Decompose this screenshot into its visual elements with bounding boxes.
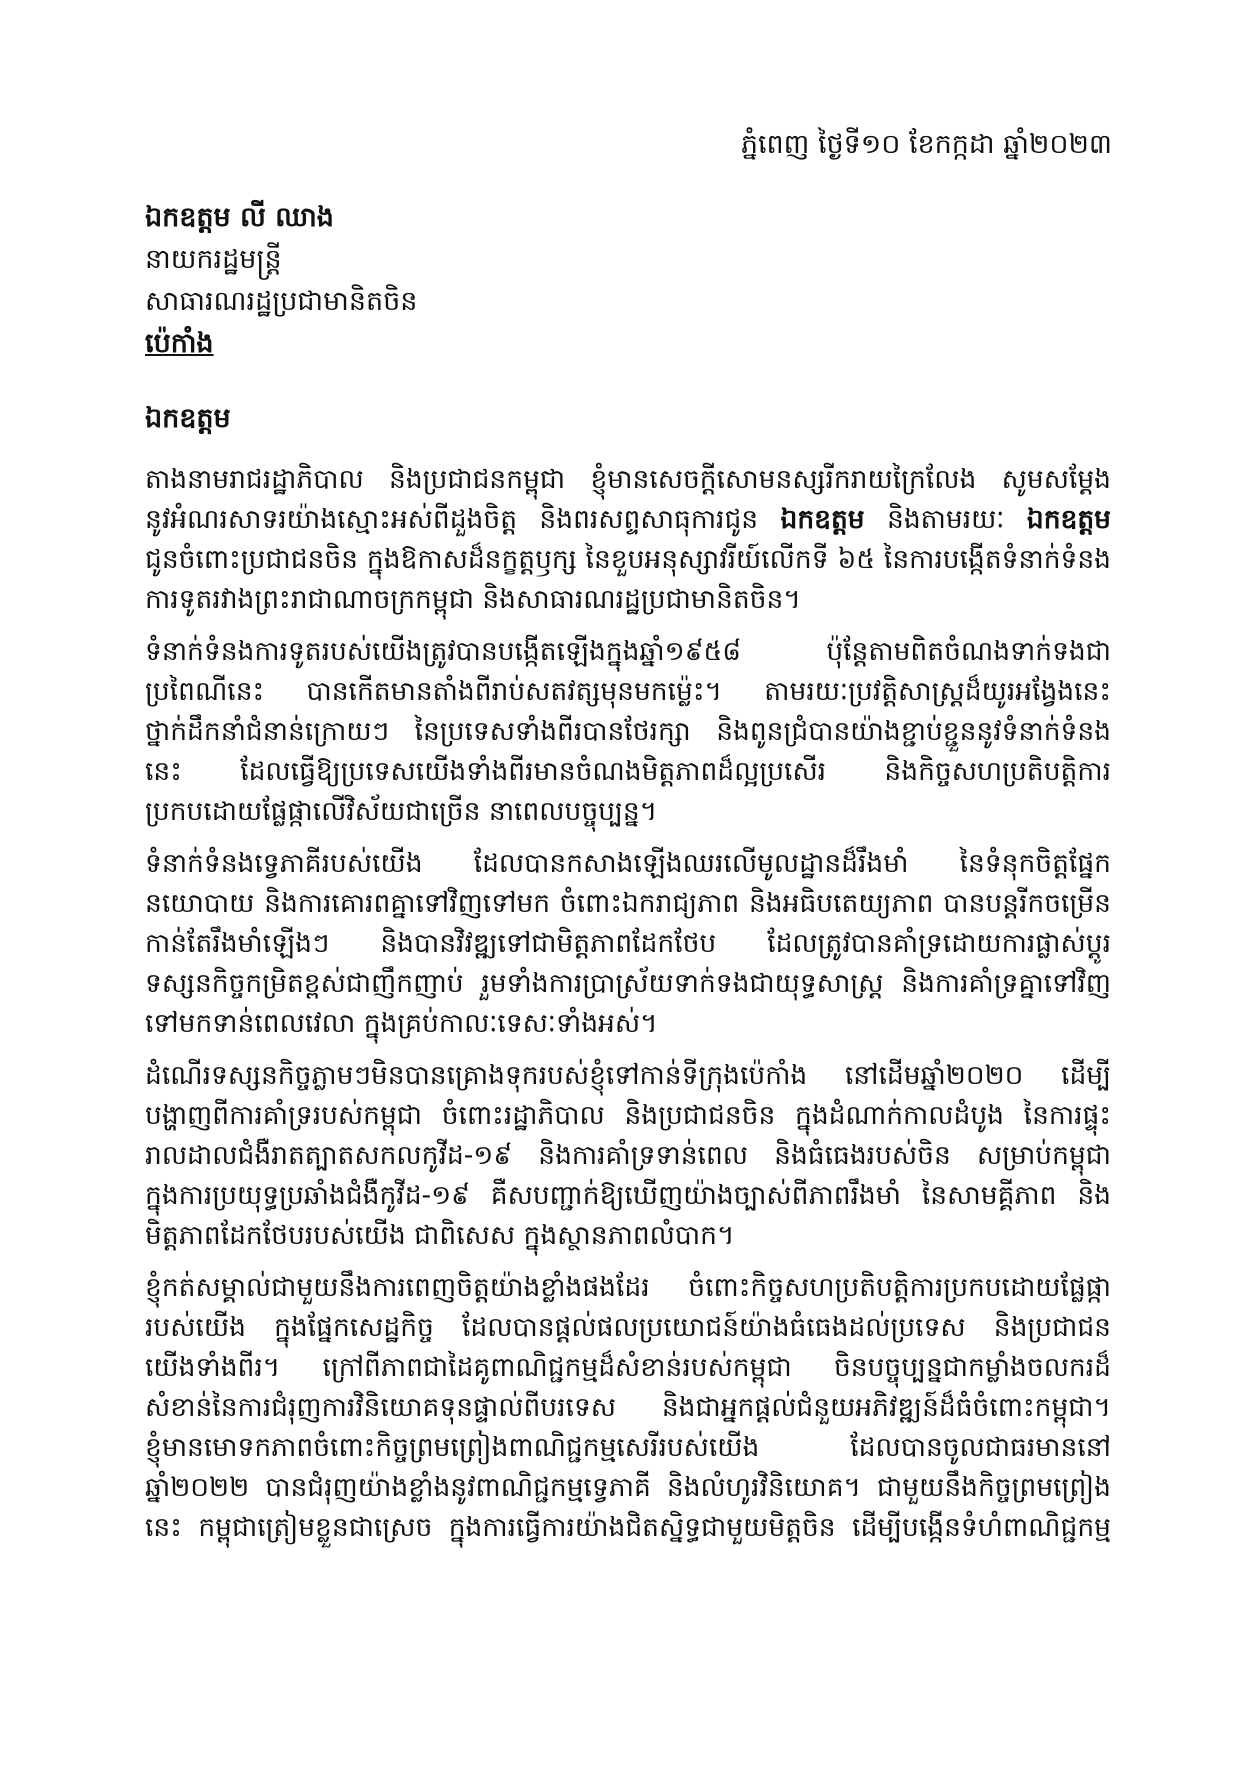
body-text: និងតាមរយៈ bbox=[864, 504, 1027, 535]
letter-body bbox=[145, 460, 1111, 1560]
body-line: យើងទាំងពីរ។ ក្រៅពីភាពជាដៃគូពាណិជ្ជកម្មដ៏សំខាន់របស់កម្ពុជា ចិនបច្ចុប្បន្នជាកម្លាំងចលករដ៏ bbox=[145, 1352, 1111, 1383]
body-line: ខ្ញុំកត់សម្គាល់ជាមួយនឹងការពេញចិត្តយ៉ាងខ្លាំងផងដែរ ចំពោះកិច្ចសហប្រតិបត្តិការប្រកបដោយផ្លែផ្កា bbox=[145, 1272, 1111, 1303]
body-line: ទស្សនកិច្ចកម្រិតខ្ពស់ជាញឹកញាប់ រួមទាំងការប្រាស្រ័យទាក់ទងជាយុទ្ធសាស្ត្រ និងការគាំទ្រគ្នាទៅវិញ bbox=[145, 968, 1111, 999]
body-line: ប្រពៃណីនេះ បានកើតមានតាំងពីរាប់សតវត្សមុនមកម្ល៉េះ។ តាមរយៈប្រវត្តិសាស្ត្រដ៏យូរអង្វែងនេះ bbox=[145, 676, 1111, 707]
paragraph-2 bbox=[145, 632, 1111, 832]
body-line: ការទូតរវាងព្រះរាជាណាចក្រកម្ពុជា និងសាធារណរដ្ឋប្រជាមានិតចិន។ bbox=[145, 584, 801, 615]
body-line: បង្ហាញពីការគាំទ្ររបស់កម្ពុជា ចំពោះរដ្ឋាភិបាល និងប្រជាជនចិន ក្នុងដំណាក់កាលដំបូង នៃការផ្ទុះ bbox=[145, 1100, 1111, 1131]
bold-honorific: ឯកឧត្តម bbox=[780, 504, 865, 535]
recipient-country: សាធារណរដ្ឋប្រជាមានិតចិន bbox=[145, 286, 418, 317]
body-line: តាងនាមរាជរដ្ឋាភិបាល និងប្រជាជនកម្ពុជា ខ្ញុំមានសេចក្តីសោមនស្សរីករាយក្រៃលែង សូមសម្តែង bbox=[145, 464, 1111, 495]
body-line: ជូនចំពោះប្រជាជនចិន ក្នុងឱកាសដ៏នក្ខត្តឫក្ស នៃខួបអនុស្សាវរីយ៍លើកទី ៦៥ នៃការបង្កើតទំនាក់ទំនង bbox=[145, 544, 1111, 575]
recipient-city: ប៉េកាំង bbox=[145, 328, 214, 359]
paragraph-4 bbox=[145, 1056, 1111, 1256]
body-line: ទំនាក់ទំនងទ្វេភាគីរបស់យើង ដែលបានកសាងឡើងឈរលើមូលដ្ឋានដ៏រឹងមាំ នៃទំនុកចិត្តផ្នែក bbox=[145, 848, 1111, 879]
paragraph-1 bbox=[145, 460, 1111, 620]
body-line: សំខាន់នៃការជំរុញការវិនិយោគទុនផ្ទាល់ពីបរទេស និងជាអ្នកផ្តល់ជំនួយអភិវឌ្ឍន៍ដ៏ធំចំពោះកម្ពុជា។ bbox=[145, 1392, 1111, 1423]
recipient-position: នាយករដ្ឋមន្ត្រី bbox=[145, 244, 282, 275]
body-line: នយោបាយ និងការគោរពគ្នាទៅវិញទៅមក ចំពោះឯករាជ្យភាព និងអធិបតេយ្យភាព បានបន្តរីកចម្រើន bbox=[145, 888, 1111, 919]
body-line: ឆ្នាំ២០២២ បានជំរុញយ៉ាងខ្លាំងនូវពាណិជ្ជកម្មទ្វេភាគី និងលំហូរវិនិយោគ។ ជាមួយនឹងកិច្ចព្រមព្រៀង bbox=[145, 1472, 1111, 1503]
date-line: ភ្នំពេញ ថ្ងៃទី១០ ខែកក្កដា ឆ្នាំ២០២៣ bbox=[740, 129, 1112, 160]
paragraph-3 bbox=[145, 844, 1111, 1044]
body-line: រាលដាលជំងឺរាតត្បាតសកលកូវីដ-១៩ និងការគាំទ្រទាន់ពេល និងធំធេងរបស់ចិន សម្រាប់កម្ពុជា bbox=[145, 1140, 1111, 1171]
bold-honorific: ឯកឧត្តម bbox=[1026, 504, 1111, 535]
body-line: ប្រកបដោយផ្លែផ្កាលើវិស័យជាច្រើន នាពេលបច្ចុប្បន្ន។ bbox=[145, 796, 658, 827]
body-line: ថ្នាក់ដឹកនាំជំនាន់ក្រោយៗ នៃប្រទេសទាំងពីរបានថែរក្សា និងពូនជ្រំបានយ៉ាងខ្ជាប់ខ្ជួននូវទំនាក់ទំនង bbox=[145, 716, 1111, 747]
body-line: របស់យើង ក្នុងផ្នែកសេដ្ឋកិច្ច ដែលបានផ្តល់ផលប្រយោជន៍យ៉ាងធំធេងដល់ប្រទេស និងប្រជាជន bbox=[145, 1312, 1111, 1343]
body-line: ខ្ញុំមានមោទកភាពចំពោះកិច្ចព្រមព្រៀងពាណិជ្ជកម្មសេរីរបស់យើង ដែលបានចូលជាធរមាននៅ bbox=[145, 1432, 1111, 1463]
body-line: នេះ កម្ពុជាត្រៀមខ្លួនជាស្រេច ក្នុងការធ្វើការយ៉ាងជិតស្និទ្ធជាមួយមិត្តចិន ដើម្បីបង្កើនទំហំពាណិជ្ជកម្ម bbox=[145, 1512, 1111, 1543]
salutation: ឯកឧត្តម bbox=[145, 403, 231, 434]
body-text: នូវអំណរសាទរយ៉ាងស្មោះអស់ពីដួងចិត្ត និងពរសព្ទសាធុការជូន bbox=[145, 504, 781, 535]
body-line: នេះ ដែលធ្វើឱ្យប្រទេសយើងទាំងពីរមានចំណងមិត្តភាពដ៏ល្អប្រសើរ និងកិច្ចសហប្រតិបត្តិការ bbox=[145, 756, 1111, 787]
body-line: ក្នុងការប្រយុទ្ធប្រឆាំងជំងឺកូវីដ-១៩ គឺសបញ្ជាក់ឱ្យឃើញយ៉ាងច្បាស់ពីភាពរឹងមាំ នៃសាមគ្គីភាព និង bbox=[145, 1180, 1111, 1211]
body-line: ដំណើរទស្សនកិច្ចភ្លាមៗមិនបានគ្រោងទុករបស់ខ្ញុំទៅកាន់ទីក្រុងប៉េកាំង នៅដើមឆ្នាំ២០២០ ដើម្បី bbox=[145, 1060, 1111, 1091]
paragraph-5 bbox=[145, 1268, 1111, 1548]
body-line: មិត្តភាពដែកថែបរបស់យើង ជាពិសេស ក្នុងស្ថានភាពលំបាក។ bbox=[145, 1220, 735, 1251]
body-line: កាន់តែរឹងមាំឡើងៗ និងបានវិវឌ្ឍទៅជាមិត្តភាពដែកថែប ដែលត្រូវបានគាំទ្រដោយការផ្លាស់ប្តូរ bbox=[145, 928, 1111, 959]
recipient-title-name: ឯកឧត្តម លី ឈាង bbox=[145, 202, 334, 233]
body-line: ទៅមកទាន់ពេលវេលា ក្នុងគ្រប់កាលៈទេសៈទាំងអស់។ bbox=[145, 1008, 658, 1039]
body-line: ទំនាក់ទំនងការទូតរបស់យើងត្រូវបានបង្កើតឡើងក្នុងឆ្នាំ១៩៥៨ ប៉ុន្តែតាមពិតចំណងទាក់ទងជា bbox=[145, 636, 1111, 667]
recipient-block bbox=[145, 197, 417, 365]
body-line bbox=[145, 500, 1111, 540]
